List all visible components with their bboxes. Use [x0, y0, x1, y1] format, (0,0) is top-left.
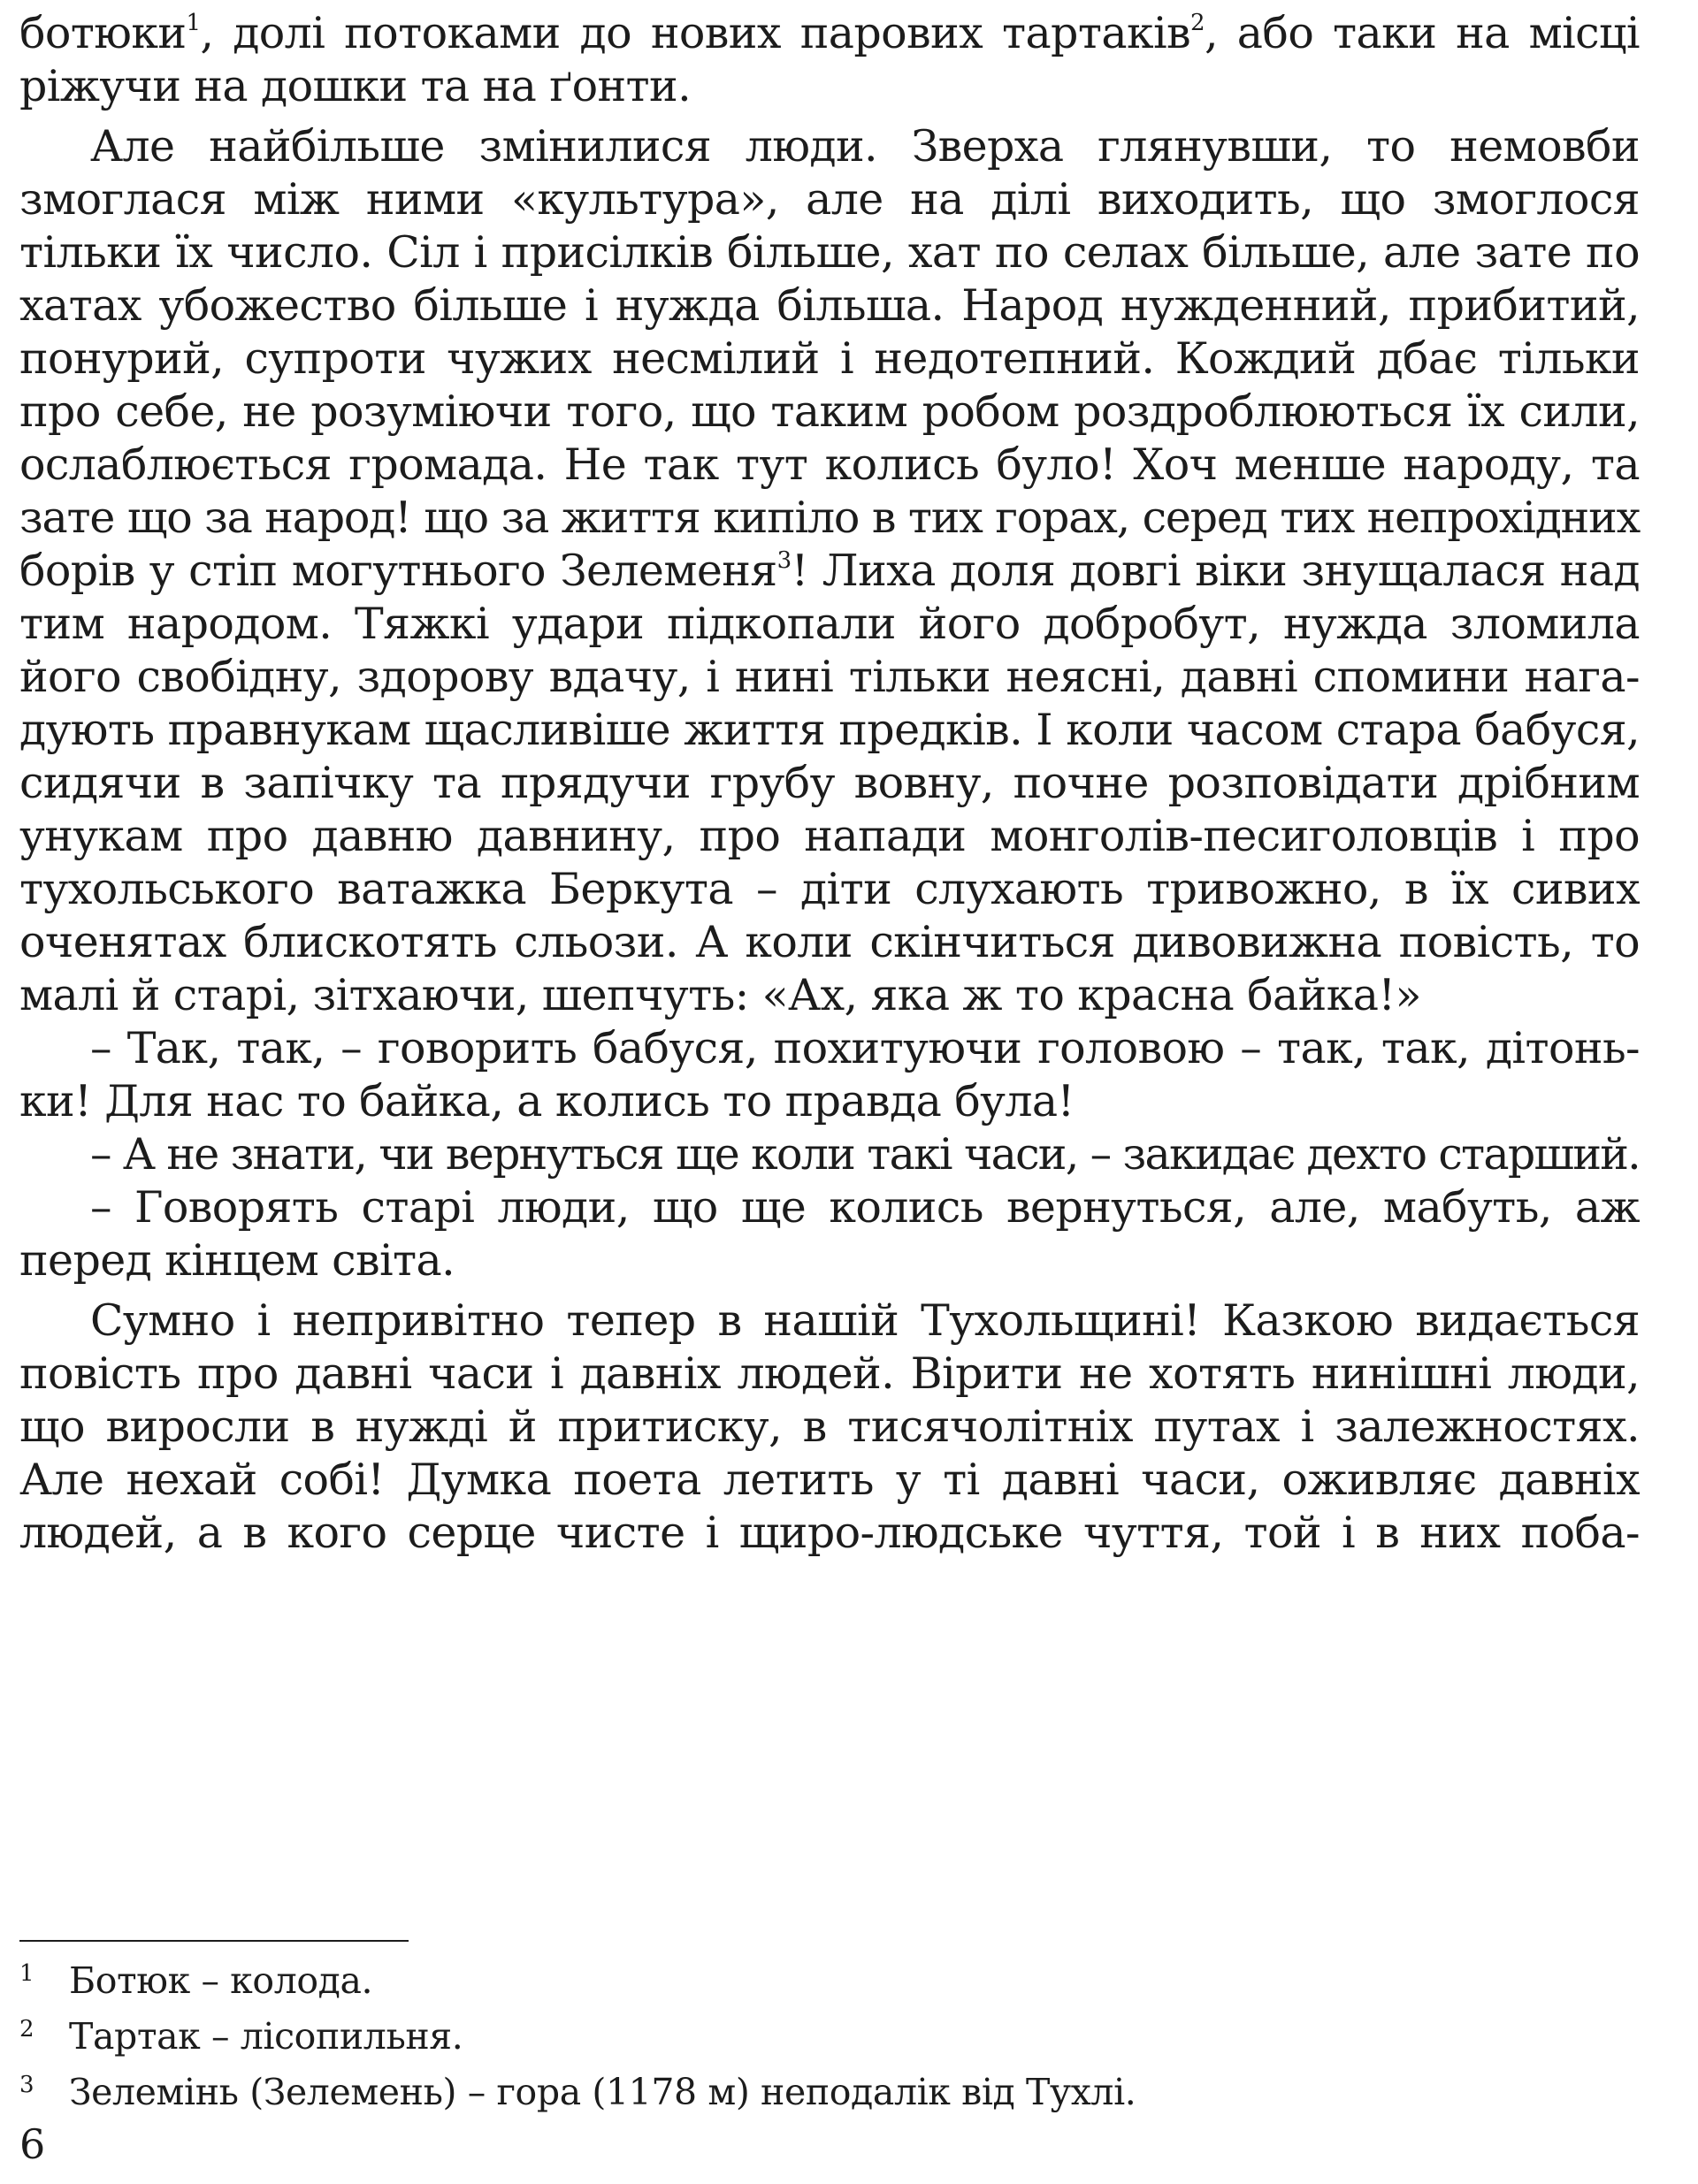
- paragraph-6-line-4: Але нехай собі! Думка поета летить у ті давні часи, оживляє давніх: [19, 1455, 1640, 1505]
- main-text: [19, 7, 1640, 1560]
- footnote-ref-3[interactable]: 3: [776, 547, 792, 574]
- footnote-2: [19, 2012, 1640, 2067]
- footnote-divider: [19, 1940, 409, 1942]
- paragraph-2-line-4: хатах убожество більше і нужда більша. Народ нужденний, прибитий,: [19, 280, 1640, 331]
- footnote-text: Ботюк – колода.: [69, 1959, 373, 2002]
- paragraph-6-line-2: повість про давні часи і давніх людей. Вірити не хотять нинішні люди,: [19, 1348, 1640, 1399]
- paragraph-4-line-1: – А не знати, чи вернуться ще коли такі часи, – закидає дехто старший.: [90, 1129, 1640, 1180]
- paragraph-1-line-1: ботюки$^1$, долі потоками до нових парових тартаків$^2$, або таки на місці: [19, 8, 1640, 58]
- paragraph-2-line-5: понурий, супроти чужих несмілий і недотепний. Кождий дбає тільки: [19, 333, 1640, 384]
- paragraph-2-line-15: тухольського ватажка Беркута – діти слухають тривожно, в їх сивих: [19, 864, 1640, 914]
- footnote-ref-1[interactable]: 1: [186, 10, 201, 36]
- paragraph-5-line-2: перед кінцем світа.: [19, 1235, 455, 1286]
- paragraph-6-line-5: людей, а в кого серце чисте і щиро-людське чуття, той і в них поба-: [19, 1508, 1640, 1558]
- paragraph-2-line-7: ослаблюється громада. Не так тут колись було! Хоч менше народу, та: [19, 439, 1640, 490]
- footnote-3: [19, 2067, 1640, 2123]
- paragraph-2-line-1: Але найбільше змінилися люди. Зверха глянувши, то немовби: [90, 121, 1640, 172]
- paragraph-6-line-3: що виросли в нужді й притиску, в тисячолітніх путах і залежностях.: [19, 1401, 1640, 1452]
- footnote-text: Зелемінь (Зелемень) – гора (1178 м) неподалік від Тухлі.: [69, 2071, 1136, 2113]
- footnote-1: [19, 1956, 1640, 2012]
- footnotes: [19, 1956, 1640, 2123]
- page-number: 6: [19, 2120, 46, 2168]
- footnote-ref-2[interactable]: 2: [1190, 10, 1205, 36]
- footnote-number: 3: [19, 2072, 34, 2098]
- paragraph-2-line-10: тим народом. Тяжкі удари підкопали його добробут, нужда зломила: [19, 599, 1640, 649]
- footnote-number: 1: [19, 1960, 34, 1987]
- footnote-text: Тартак – лісопильня.: [69, 2015, 463, 2058]
- paragraph-2-line-11: його свобідну, здорову вдачу, і нині тільки неясні, давні спомини нага-: [19, 652, 1640, 702]
- paragraph-2-line-17: малі й старі, зітхаючи, шепчуть: «Ах, яка ж то красна байка!»: [19, 970, 1421, 1020]
- paragraph-2-line-9: борів у стіп могутнього Зелеменя$^3$! Лиха доля довгі віки знущалася над: [19, 546, 1641, 596]
- paragraph-1-line-2: ріжучи на дошки та на ґонти.: [19, 61, 692, 111]
- paragraph-2-line-14: унукам про давню давнину, про напади монголів-песиголовців і про: [19, 811, 1640, 861]
- paragraph-2-line-13: сидячи в запічку та прядучи грубу вовну, почне розповідати дрібним: [19, 758, 1640, 808]
- paragraph-3-line-1: – Так, так, – говорить бабуся, похитуючи головою – так, так, дітонь-: [90, 1023, 1640, 1073]
- paragraph-2-line-3: тільки їх число. Сіл і присілків більше, хат по селах більше, але зате по: [19, 227, 1640, 278]
- paragraph-6-line-1: Сумно і непривітно тепер в нашій Тухольщині! Казкою видається: [90, 1295, 1640, 1346]
- paragraph-2-line-16: оченятах блискотять сльози. А коли скінчиться дивовижна повість, то: [19, 917, 1640, 967]
- paragraph-2-line-8: зате що за народ! що за життя кипіло в тих горах, серед тих непрохідних: [19, 493, 1640, 543]
- book-page: [19, 0, 1640, 2184]
- footnote-number: 2: [19, 2016, 34, 2043]
- paragraph-2-line-12: дують правнукам щасливіше життя предків. І коли часом стара бабуся,: [19, 705, 1640, 755]
- paragraph-3-line-2: ки! Для нас то байка, а колись то правда була!: [19, 1076, 1075, 1126]
- paragraph-2-line-2: змоглася між ними «культура», але на ділі виходить, що змоглося: [19, 174, 1640, 225]
- paragraph-2-line-6: про себе, не розуміючи того, що таким робом роздроблюються їх сили,: [19, 386, 1640, 437]
- paragraph-5-line-1: – Говорять старі люди, що ще колись вернуться, але, мабуть, аж: [90, 1182, 1640, 1233]
